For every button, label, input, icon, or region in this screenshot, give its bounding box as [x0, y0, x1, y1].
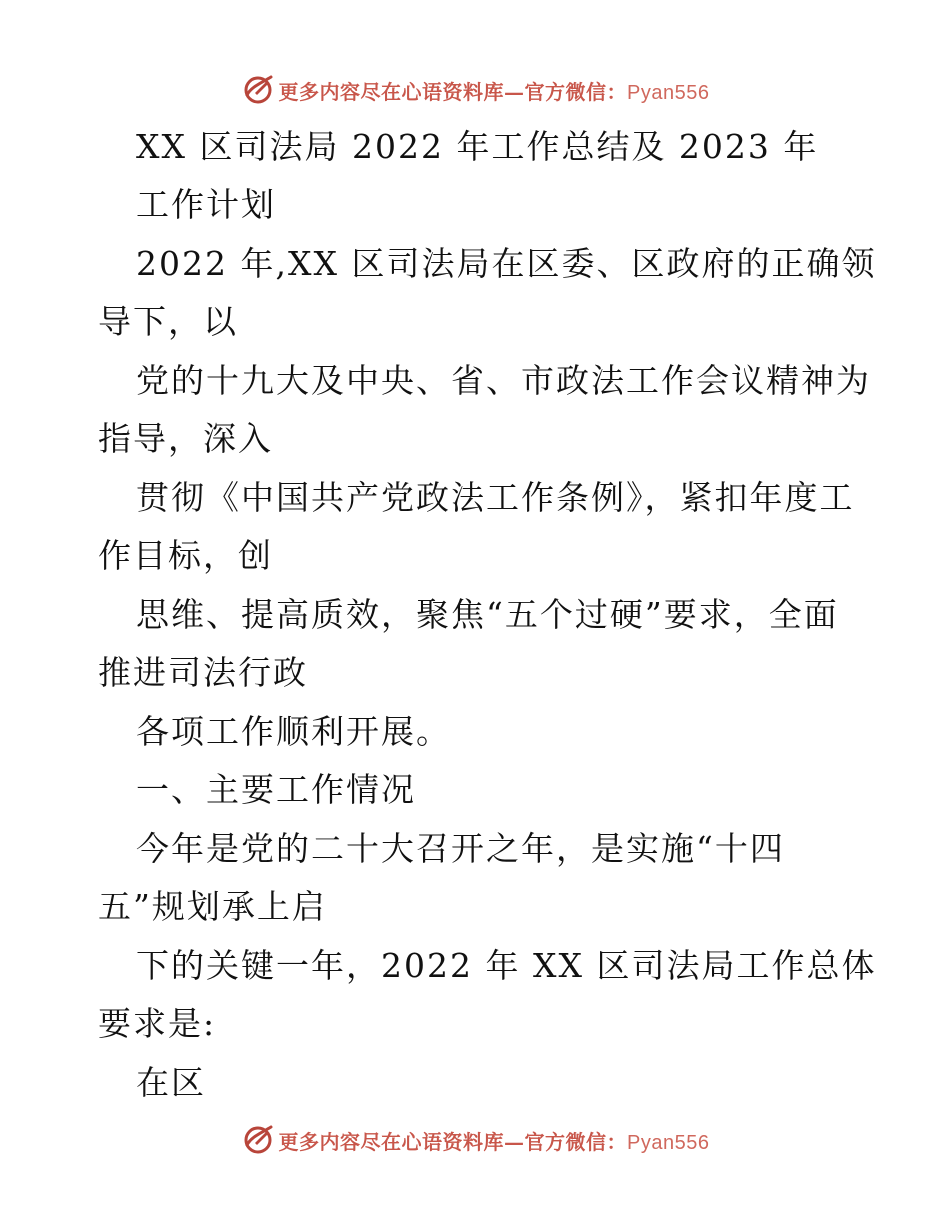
paragraph-line: 下的关键一年，2022 年 XX 区司法局工作总体 [136, 946, 877, 985]
pen-logo-icon [241, 1123, 275, 1157]
watermark-slogan: 更多内容尽在心语资料库—官方微信： [278, 1129, 628, 1154]
paragraph-line: 2022 年,XX 区司法局在区委、区政府的正确领 [136, 244, 877, 283]
wechat-id: Pyan556 [627, 1131, 710, 1154]
paragraph-line: 推进司法行政 [98, 653, 308, 692]
paragraph-line: 作目标，创 [98, 536, 273, 575]
paragraph-line: 要求是: [98, 1004, 217, 1043]
watermark-text [279, 1126, 710, 1155]
doc-title-line-2: 工作计划 [136, 185, 276, 224]
paragraph-line: 党的十九大及中央、省、市政法工作会议精神为 [136, 361, 871, 400]
paragraph-line: 导下，以 [98, 302, 238, 341]
footer-watermark-banner [0, 1120, 950, 1160]
watermark-slogan: 更多内容尽在心语资料库—官方微信： [278, 79, 628, 104]
paragraph-line: 各项工作顺利开展。 [136, 712, 451, 751]
paragraph-line: 思维、提高质效，聚焦“五个过硬”要求，全面 [136, 595, 839, 634]
wechat-id: Pyan556 [627, 81, 710, 104]
paragraph-line: 今年是党的二十大召开之年，是实施“十四 [136, 829, 785, 868]
section-heading: 一、主要工作情况 [136, 770, 416, 809]
paragraph-line: 指导，深入 [98, 419, 273, 458]
doc-title-line-1: XX 区司法局 2022 年工作总结及 2023 年 [136, 127, 819, 166]
paragraph-line: 五”规划承上启 [98, 887, 327, 926]
paragraph-line: 在区 [136, 1063, 206, 1102]
paragraph-line: 贯彻《中国共产党政法工作条例》，紧扣年度工 [136, 478, 855, 517]
